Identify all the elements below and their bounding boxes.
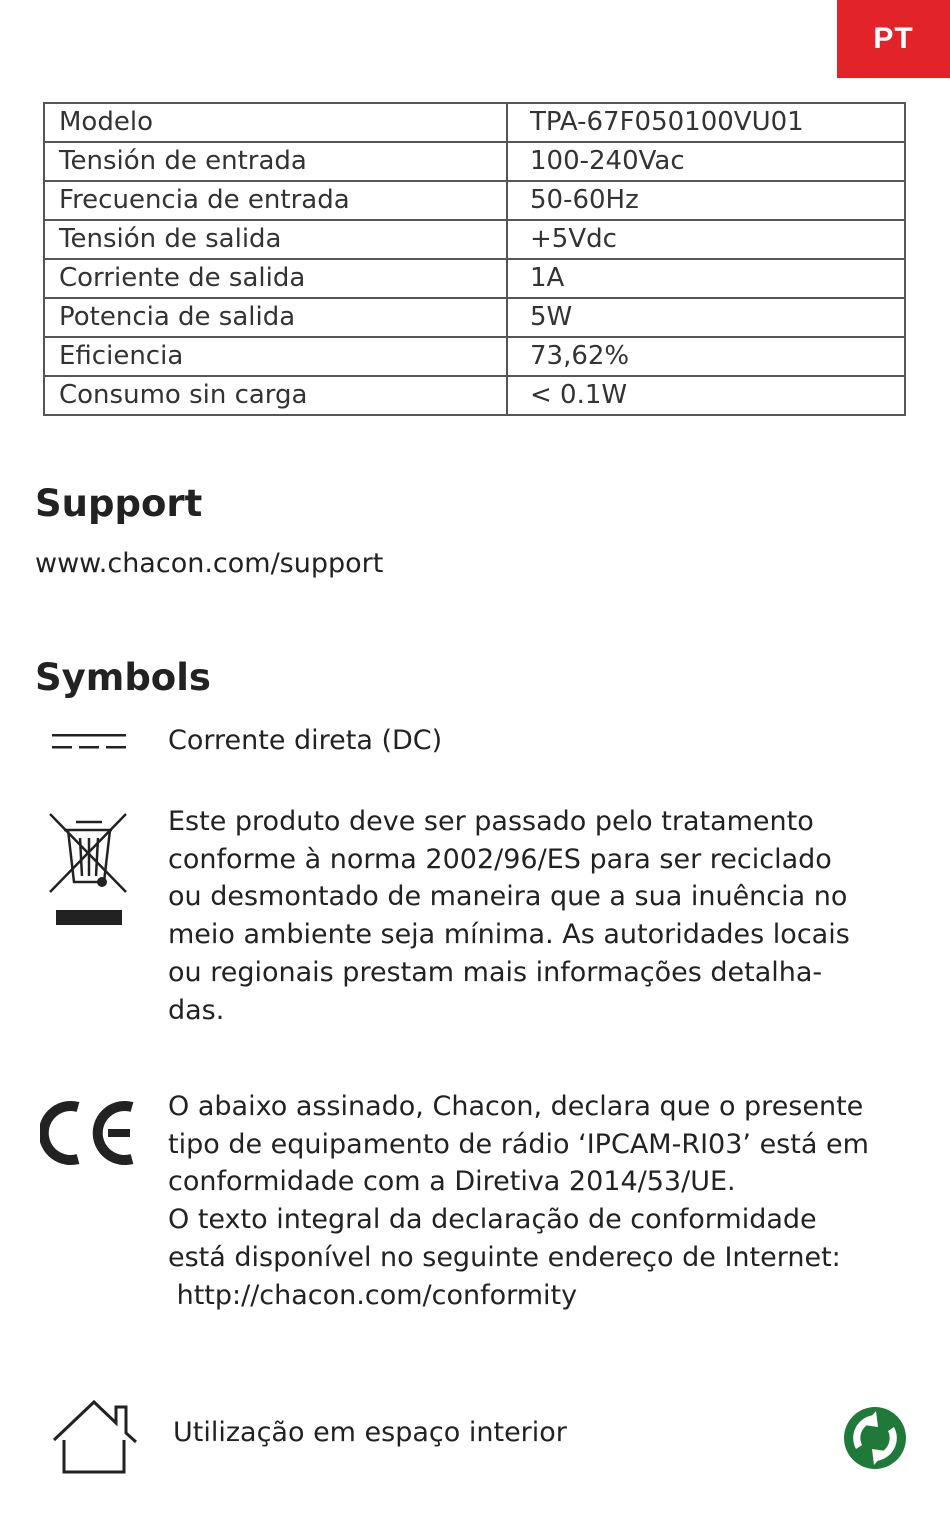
table-row <box>44 259 905 298</box>
spec-label: Frecuencia de entrada <box>44 181 507 220</box>
text-line: das. <box>168 994 225 1026</box>
spec-value: 1A <box>507 259 905 298</box>
table-row <box>44 220 905 259</box>
symbols-heading: Symbols <box>35 656 211 699</box>
text-line: http://chacon.com/conformity <box>168 1279 578 1311</box>
table-row <box>44 181 905 220</box>
spec-label: Potencia de salida <box>44 298 507 337</box>
table-row <box>44 142 905 181</box>
support-heading: Support <box>35 482 203 525</box>
text-line: meio ambiente seja mínima. As autoridades locais <box>168 919 850 951</box>
spec-label: Eficiencia <box>44 337 507 376</box>
spec-label: Tensión de entrada <box>44 142 507 181</box>
text-line: O texto integral da declaração de conformidade <box>168 1204 817 1236</box>
green-dot-icon <box>842 1405 908 1471</box>
spec-label: Modelo <box>44 103 507 142</box>
table-row <box>44 298 905 337</box>
house-icon <box>50 1398 140 1476</box>
text-line: está disponível no seguinte endereço de Internet: <box>168 1241 841 1273</box>
spec-value: TPA-67F050100VU01 <box>507 103 905 142</box>
language-badge: PT <box>837 0 950 78</box>
table-row <box>44 103 905 142</box>
spec-value: 5W <box>507 298 905 337</box>
indoor-use-description: Utilização em espaço interior <box>173 1417 567 1448</box>
text-line: ou desmontado de maneira que a sua inuência no <box>168 881 848 913</box>
text-line: conforme à norma 2002/96/ES para ser reciclado <box>168 843 832 875</box>
dc-description: Corrente direta (DC) <box>168 725 443 756</box>
weee-description <box>168 803 913 1029</box>
spec-label: Tensión de salida <box>44 220 507 259</box>
ce-mark-icon <box>40 1097 140 1169</box>
spec-value: 100-240Vac <box>507 142 905 181</box>
text-line: conformidade com a Diretiva 2014/53/UE. <box>168 1166 736 1198</box>
crossed-out-bin-icon <box>46 810 132 930</box>
spec-value: < 0.1W <box>507 376 905 415</box>
text-line: O abaixo assinado, Chacon, declara que o presente <box>168 1091 864 1122</box>
spec-table <box>43 102 906 416</box>
table-row <box>44 337 905 376</box>
spec-label: Corriente de salida <box>44 259 507 298</box>
text-line: Este produto deve ser passado pelo tratamento <box>168 806 814 837</box>
spec-value: 50-60Hz <box>507 181 905 220</box>
ce-description <box>168 1088 928 1314</box>
text-line: ou regionais prestam mais informações detalha- <box>168 956 823 988</box>
spec-label: Consumo sin carga <box>44 376 507 415</box>
support-url: www.chacon.com/support <box>35 548 384 579</box>
text-line: tipo de equipamento de rádio ‘IPCAM-RI03’ está em <box>168 1128 869 1160</box>
spec-value: +5Vdc <box>507 220 905 259</box>
spec-value: 73,62% <box>507 337 905 376</box>
table-row <box>44 376 905 415</box>
direct-current-icon <box>50 731 128 753</box>
